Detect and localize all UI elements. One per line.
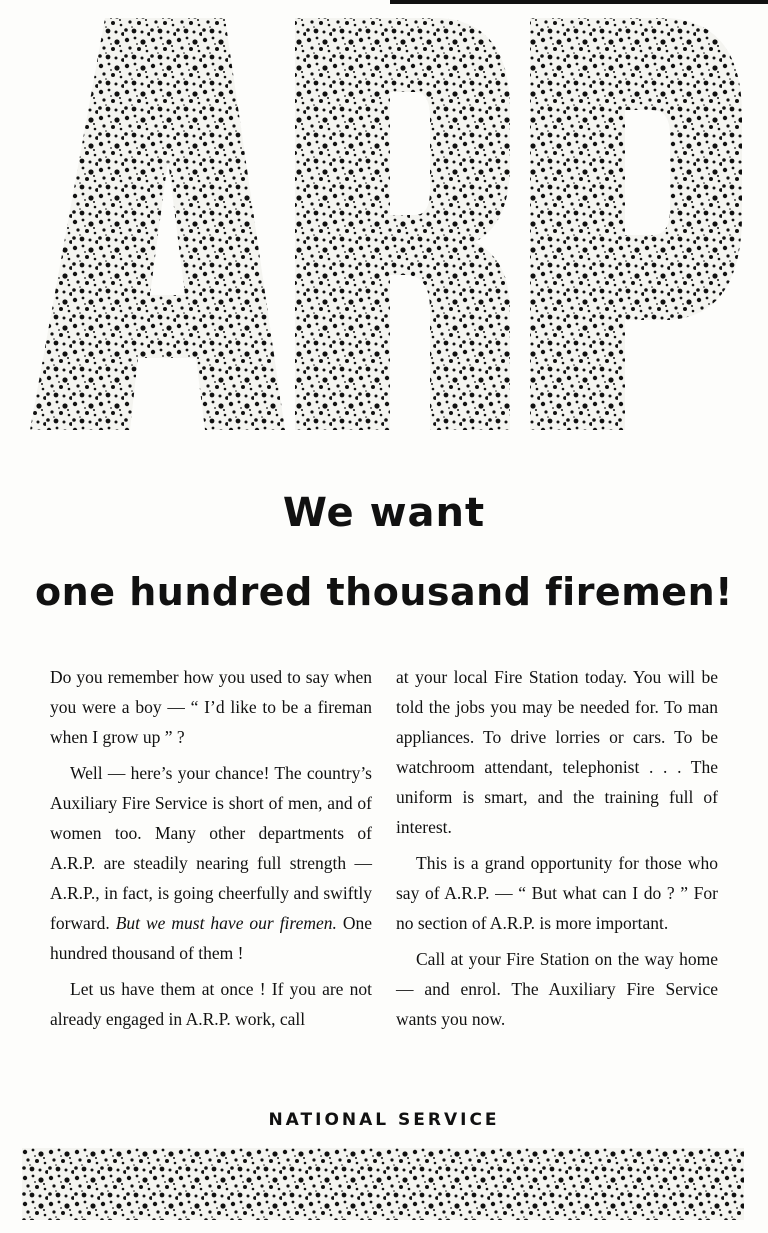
letter-p-shape [530, 18, 742, 430]
paragraph-text: One hundred thousand of them ! [50, 913, 372, 963]
top-rule [390, 0, 768, 4]
speckled-bottom-band [22, 1148, 744, 1220]
letter-r-shape [295, 18, 510, 430]
letter-a-shape [30, 18, 285, 430]
paragraph: Let us have them at once ! If you are not already engaged in A.R.P. work, call [50, 979, 372, 1029]
emphasis-text: But we must have our firemen. [115, 913, 337, 933]
national-service-label: NATIONAL SERVICE [268, 1110, 500, 1130]
body-column-left [50, 662, 372, 1040]
headline-line-1: We want [282, 490, 486, 536]
paragraph [50, 758, 372, 968]
paragraph: at your local Fire Station today. You will be told the jobs you may be needed for. To man appliances. To drive lorries or cars. To be watchroom attendant, telephonist . . . The uniform is smart, and the training full of interest. [396, 667, 718, 837]
paragraph: This is a grand opportunity for those who say of A.R.P. — “ But what can I do ? ” For no section of A.R.P. is more important. [396, 853, 718, 933]
paragraph: Do you remember how you used to say when you were a boy — “ I’d like to be a fireman when I grow up ” ? [50, 667, 372, 747]
body-column-right [396, 662, 718, 1040]
arp-title-art [20, 10, 750, 440]
paragraph: Call at your Fire Station on the way home — and enrol. The Auxiliary Fire Service wants you now. [396, 949, 718, 1029]
paragraph-text: Well — here’s your chance! The country’s Auxiliary Fire Service is short of men, and of women too. Many other departments of A.R.P. are steadily nearing full strength — A.R.P., in fact, is going cheerfully and swiftly forward. [50, 763, 372, 933]
headline-line-2: one hundred thousand firemen! [35, 570, 733, 614]
